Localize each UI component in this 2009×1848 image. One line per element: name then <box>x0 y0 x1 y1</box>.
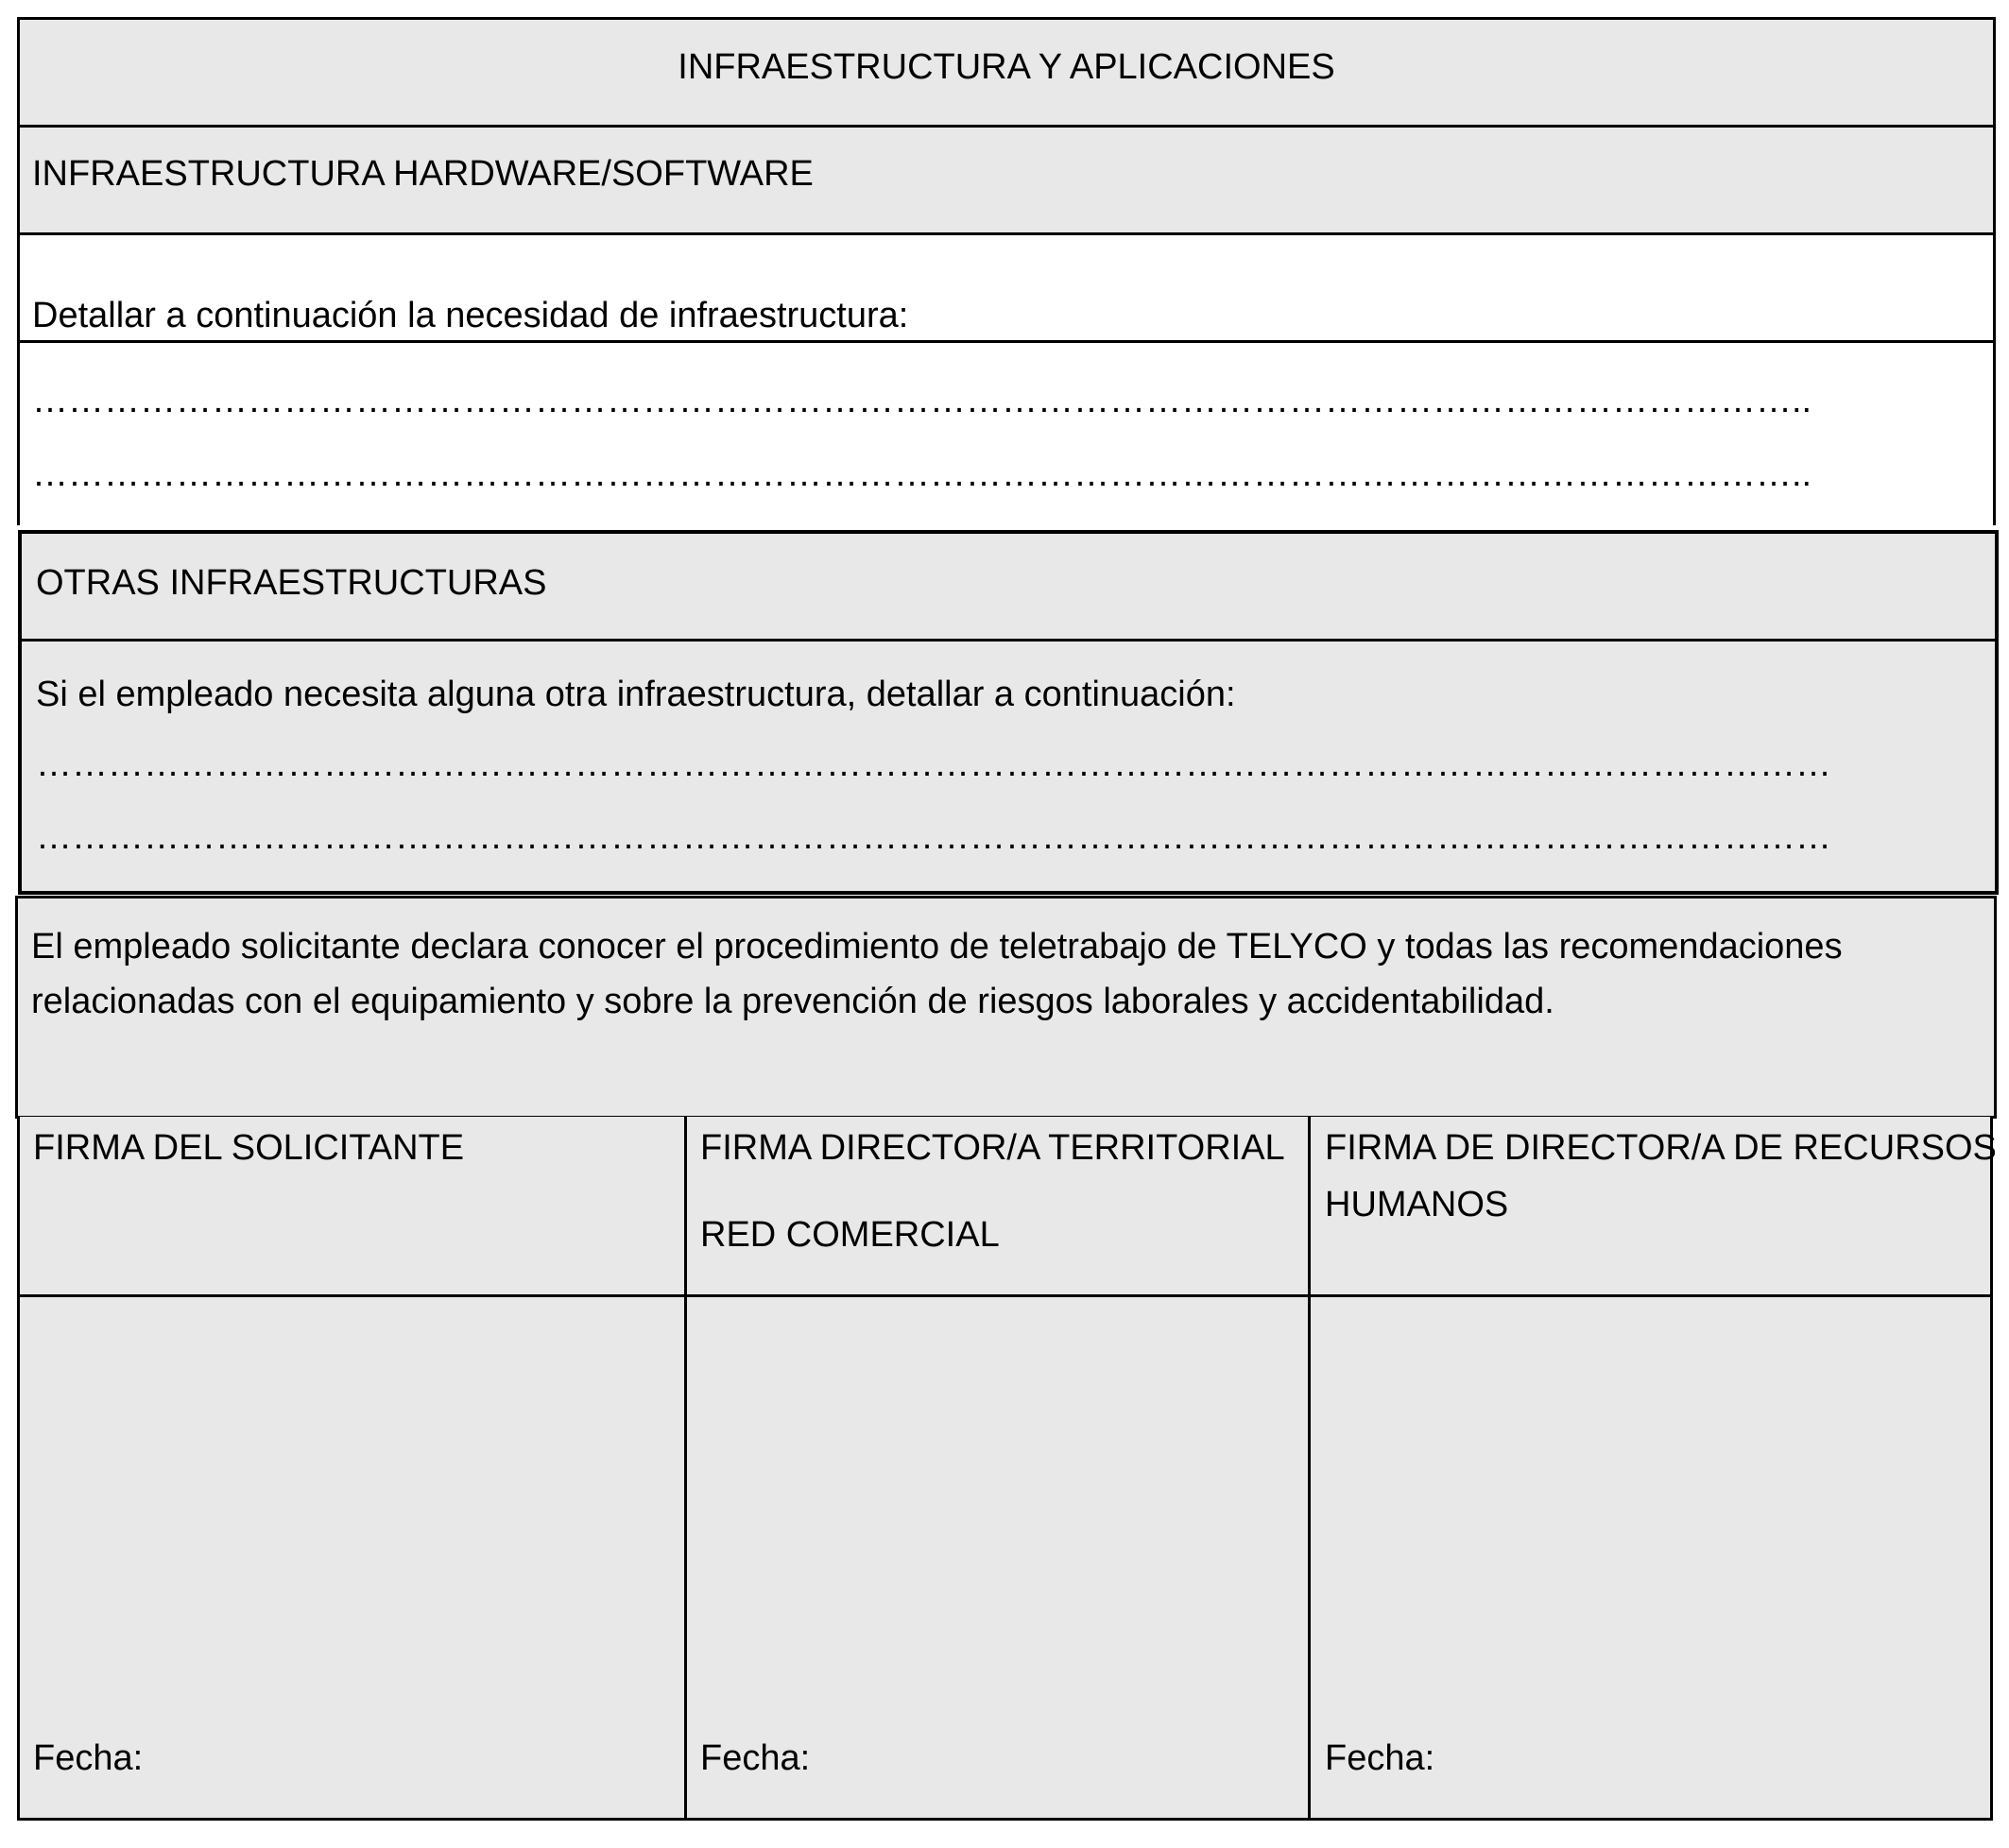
signature-label-solicitante: FIRMA DEL SOLICITANTE <box>33 1128 465 1168</box>
form-title-cell <box>17 17 1996 127</box>
otras-infraestructuras-section <box>18 530 1999 895</box>
date-label-director-territorial: Fecha: <box>700 1738 811 1778</box>
hardware-software-fill-line[interactable]: ………………………………………………………………………………………………………………………………….. <box>32 381 1812 420</box>
otras-heading: OTRAS INFRAESTRUCTURAS <box>36 563 547 603</box>
hardware-software-heading: INFRAESTRUCTURA HARDWARE/SOFTWARE <box>32 154 814 194</box>
hardware-software-answer-cell[interactable] <box>17 340 1996 525</box>
otras-fill-line[interactable]: …………………………………………………………………………………………………………………………………… <box>36 744 1831 784</box>
date-label-recursos-humanos: Fecha: <box>1325 1738 1435 1778</box>
hardware-software-prompt: Detallar a continuación la necesidad de infraestructura: <box>32 296 909 335</box>
otras-fill-line[interactable]: …………………………………………………………………………………………………………………………………… <box>36 817 1831 857</box>
form-title: INFRAESTRUCTURA Y APLICACIONES <box>678 47 1335 87</box>
declaration-cell <box>15 896 1997 1119</box>
signature-label-red-comercial: RED COMERCIAL <box>700 1215 1000 1255</box>
signature-grid <box>17 1117 1997 1821</box>
otras-prompt: Si el empleado necesita alguna otra infraestructura, detallar a continuación: <box>36 675 1236 714</box>
hardware-software-prompt-cell <box>17 232 1996 342</box>
hardware-software-fill-line[interactable]: ………………………………………………………………………………………………………………………………….. <box>32 454 1812 494</box>
date-label-solicitante: Fecha: <box>33 1738 144 1778</box>
hardware-software-heading-cell <box>17 125 1996 234</box>
signature-label-humanos: HUMANOS <box>1325 1185 1509 1224</box>
otras-divider <box>22 639 1995 642</box>
signature-label-director-territorial: FIRMA DIRECTOR/A TERRITORIAL <box>700 1128 1285 1168</box>
declaration-text: El empleado solicitante declara conocer el procedimiento de teletrabajo de TELYCO y todas las recomendaciones relacionadas con el equipamiento y sobre la prevención de riesgos laborales y accidentabilidad. <box>31 927 1843 1021</box>
signature-label-recursos-humanos: FIRMA DE DIRECTOR/A DE RECURSOS <box>1325 1128 1997 1168</box>
